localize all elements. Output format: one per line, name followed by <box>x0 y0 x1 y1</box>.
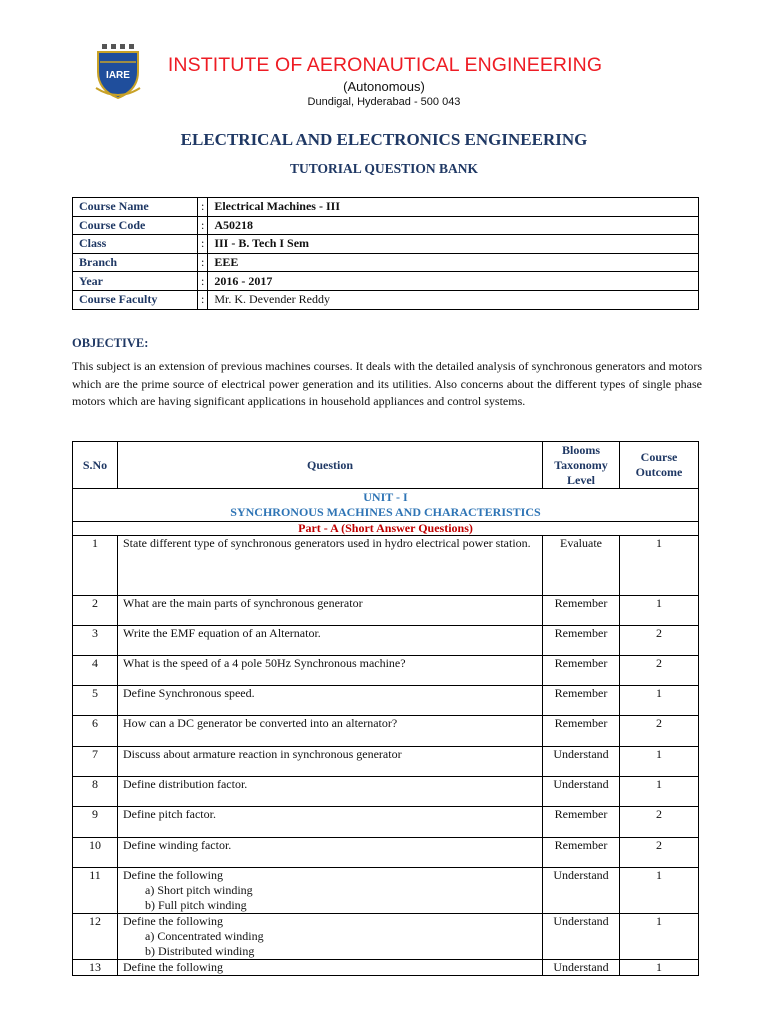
question-table <box>72 441 699 976</box>
table-row: 7 Discuss about armature reaction in synchronous generator Understand 1 <box>73 747 699 777</box>
header-sno: S.No <box>73 442 118 489</box>
objective-text: This subject is an extension of previous machines courses. It deals with the detailed analysis of synchronous generators and motors which are the prime source of electrical power generation and its utilities. Also concerns about the different types of single phase motors which are having significant applications in household appliances and control systems. <box>72 359 702 408</box>
part-row <box>73 522 699 536</box>
info-value: EEE <box>208 253 699 272</box>
unit-number: UNIT - I <box>363 490 408 504</box>
table-row: 11 Define the following a) Short pitch winding b) Full pitch winding Understand 1 <box>73 868 699 914</box>
info-row: Year : 2016 - 2017 <box>73 272 699 291</box>
info-row: Course Name : Electrical Machines - III <box>73 198 699 217</box>
part-title: Part - A (Short Answer Questions) <box>73 522 699 536</box>
info-value: 2016 - 2017 <box>208 272 699 291</box>
table-row: 3 Write the EMF equation of an Alternator. Remember 2 <box>73 626 699 656</box>
unit-row <box>73 489 699 522</box>
info-row: Class : III - B. Tech I Sem <box>73 235 699 254</box>
info-label: Course Faculty <box>73 290 198 309</box>
table-row: 4 What is the speed of a 4 pole 50Hz Synchronous machine? Remember 2 <box>73 656 699 686</box>
table-row: 5 Define Synchronous speed. Remember 1 <box>73 686 699 716</box>
table-row: 10 Define winding factor. Remember 2 <box>73 838 699 868</box>
department-title: ELECTRICAL AND ELECTRONICS ENGINEERING <box>180 130 588 149</box>
header-outcome: Course Outcome <box>620 442 699 489</box>
unit-title: SYNCHRONOUS MACHINES AND CHARACTERISTICS <box>230 505 541 519</box>
objective-heading: OBJECTIVE: <box>72 336 149 350</box>
table-row: 1 State different type of synchronous generators used in hydro electrical power station. Evaluate 1 <box>73 536 699 596</box>
info-value: A50218 <box>208 216 699 235</box>
table-row: 12 Define the following a) Concentrated winding b) Distributed winding Understand 1 <box>73 914 699 960</box>
table-row: 6 How can a DC generator be converted into an alternator? Remember 2 <box>73 716 699 747</box>
info-row: Course Code : A50218 <box>73 216 699 235</box>
header-blooms: Blooms Taxonomy Level <box>543 442 620 489</box>
info-value: III - B. Tech I Sem <box>208 235 699 254</box>
institute-logo <box>92 42 144 102</box>
svg-text:IARE: IARE <box>106 70 130 81</box>
header-question: Question <box>118 442 543 489</box>
document-title: TUTORIAL QUESTION BANK <box>289 161 479 176</box>
info-value: Mr. K. Devender Reddy <box>208 290 699 309</box>
info-label: Class <box>73 235 198 254</box>
info-label: Course Name <box>73 198 198 217</box>
info-row: Branch : EEE <box>73 253 699 272</box>
table-row: 13 Define the following Understand 1 <box>73 960 699 976</box>
table-row: 9 Define pitch factor. Remember 2 <box>73 807 699 838</box>
institute-status: (Autonomous) <box>343 79 425 94</box>
table-row: 8 Define distribution factor. Understand 1 <box>73 777 699 807</box>
course-info-table <box>72 197 699 310</box>
info-value: Electrical Machines - III <box>208 198 699 217</box>
institute-address: Dundigal, Hyderabad - 500 043 <box>307 96 461 108</box>
info-label: Branch <box>73 253 198 272</box>
table-header <box>73 442 699 489</box>
info-row: Course Faculty : Mr. K. Devender Reddy <box>73 290 699 309</box>
info-label: Course Code <box>73 216 198 235</box>
institute-name: INSTITUTE OF AERONAUTICAL ENGINEERING <box>167 54 603 76</box>
info-label: Year <box>73 272 198 291</box>
table-row: 2 What are the main parts of synchronous generator Remember 1 <box>73 596 699 626</box>
